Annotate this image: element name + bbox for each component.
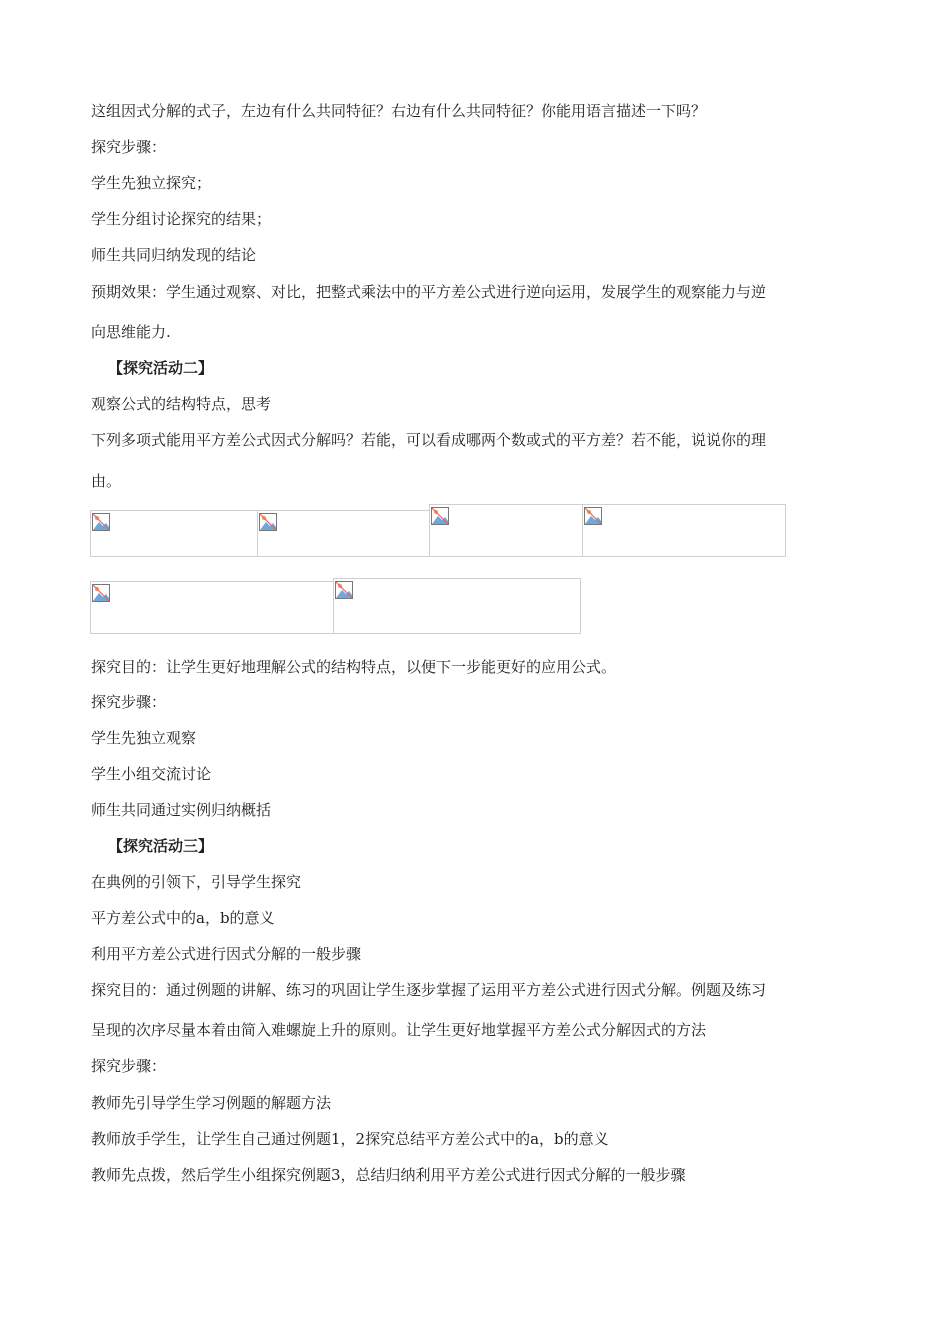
paragraph-line: 学生先独立观察 <box>91 729 197 747</box>
paragraph-line: 教师先点拨，然后学生小组探究例题3，总结归纳利用平方差公式进行因式分解的一般步骤 <box>91 1166 686 1184</box>
section-heading: 【探究活动三】 <box>108 837 214 855</box>
paragraph-line: 下列多项式能用平方差公式因式分解吗？若能，可以看成哪两个数或式的平方差？若不能，说说你的理 <box>91 431 767 449</box>
formula-image-box <box>429 504 583 557</box>
broken-image-icon <box>335 581 353 599</box>
paragraph-line: 预期效果：学生通过观察、对比，把整式乘法中的平方差公式进行逆向运用，发展学生的观察能力与逆 <box>91 283 767 301</box>
broken-image-icon <box>431 507 449 525</box>
section-heading: 【探究活动二】 <box>108 359 214 377</box>
paragraph-line: 探究目的：让学生更好地理解公式的结构特点，以便下一步能更好的应用公式。 <box>91 658 617 676</box>
paragraph-line: 观察公式的结构特点，思考 <box>91 395 272 413</box>
formula-image-box <box>90 510 258 557</box>
paragraph-line: 探究步骤： <box>91 138 167 156</box>
paragraph-line: 教师先引导学生学习例题的解题方法 <box>91 1094 332 1112</box>
paragraph-line: 平方差公式中的a，b的意义 <box>91 909 275 927</box>
paragraph-line: 学生小组交流讨论 <box>91 765 212 783</box>
formula-image-box <box>333 578 581 634</box>
paragraph-line: 探究步骤： <box>91 1057 167 1075</box>
broken-image-icon <box>584 507 602 525</box>
paragraph-line: 探究目的：通过例题的讲解、练习的巩固让学生逐步掌握了运用平方差公式进行因式分解。例题及练习 <box>91 981 767 999</box>
broken-image-icon <box>92 584 110 602</box>
paragraph-line: 向思维能力. <box>91 323 171 341</box>
paragraph-line: 在典例的引领下，引导学生探究 <box>91 873 302 891</box>
formula-image-box <box>257 510 430 557</box>
formula-image-box <box>582 504 786 557</box>
formula-image-box <box>90 581 334 634</box>
paragraph-line: 这组因式分解的式子，左边有什么共同特征？右边有什么共同特征？你能用语言描述一下吗？ <box>91 102 707 120</box>
paragraph-line: 师生共同归纳发现的结论 <box>91 246 257 264</box>
broken-image-icon <box>92 513 110 531</box>
paragraph-line: 学生分组讨论探究的结果； <box>91 210 272 228</box>
paragraph-line: 学生先独立探究； <box>91 174 212 192</box>
paragraph-line: 利用平方差公式进行因式分解的一般步骤 <box>91 945 362 963</box>
broken-image-icon <box>259 513 277 531</box>
paragraph-line: 探究步骤： <box>91 693 167 711</box>
paragraph-line: 师生共同通过实例归纳概括 <box>91 801 272 819</box>
paragraph-line: 教师放手学生，让学生自己通过例题1，2探究总结平方差公式中的a，b的意义 <box>91 1130 609 1148</box>
paragraph-line: 呈现的次序尽量本着由简入难螺旋上升的原则。让学生更好地掌握平方差公式分解因式的方法 <box>91 1021 707 1039</box>
paragraph-line: 由。 <box>91 472 122 490</box>
